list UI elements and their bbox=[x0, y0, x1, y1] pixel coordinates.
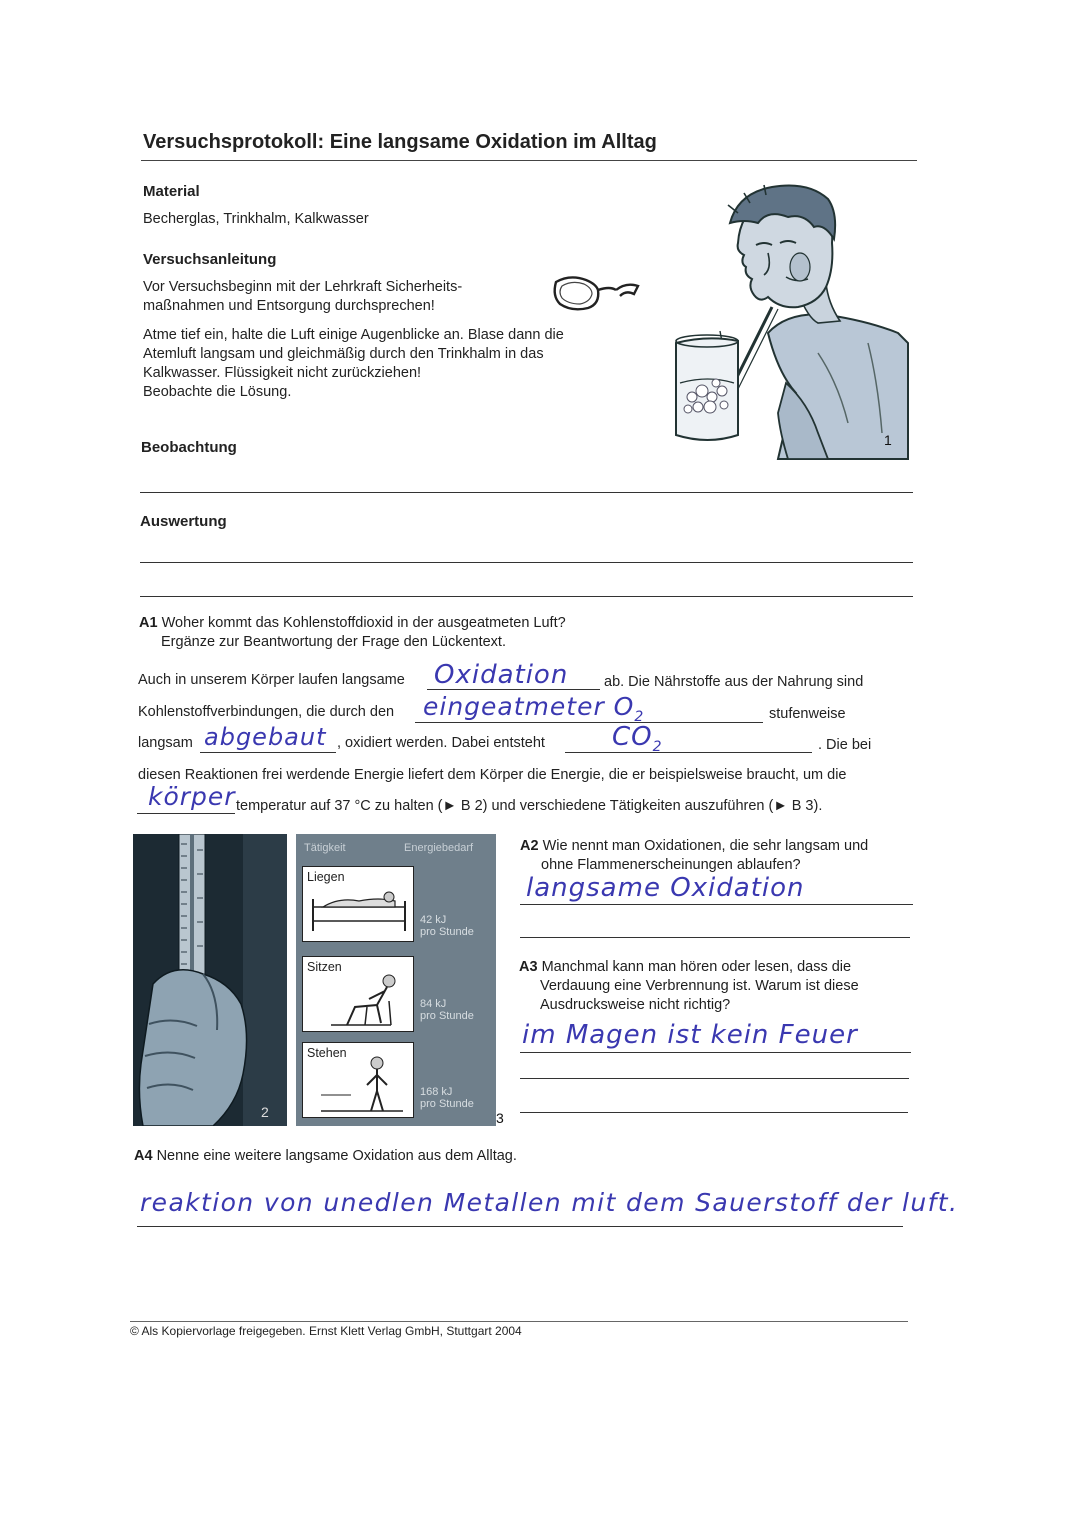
a1-question-line2: Ergänze zur Beantwortung der Frage den Lückentext. bbox=[161, 634, 506, 650]
figure-3-row-activity: Stehen bbox=[307, 1046, 347, 1060]
title-rule bbox=[141, 160, 917, 161]
a1-s5-post: temperatur auf 37 °C zu halten (► B 2) und verschiedene Tätigkeiten auszuführen (► B 3). bbox=[236, 798, 823, 814]
a2-answer: langsame Oxidation bbox=[526, 873, 805, 903]
a2-line-1 bbox=[520, 904, 913, 905]
material-text: Becherglas, Trinkhalm, Kalkwasser bbox=[143, 211, 369, 227]
figure-3-col-activity: Tätigkeit bbox=[304, 842, 346, 854]
a1-label: A1 bbox=[139, 615, 158, 631]
a1-s2-post: stufenweise bbox=[769, 706, 846, 722]
a3-label: A3 bbox=[519, 959, 538, 975]
footer-rule bbox=[130, 1321, 908, 1322]
figure-3-energy-liegen: 42 kJ pro Stunde bbox=[420, 914, 474, 938]
anleitung-line4: Atemluft langsam und gleichmäßig durch den Trinkhalm in das bbox=[143, 346, 544, 362]
figure-3-row-stehen bbox=[302, 1042, 414, 1118]
a3-line-1 bbox=[520, 1052, 911, 1053]
figure-3-row-activity: Liegen bbox=[307, 870, 345, 884]
anleitung-line3: Atme tief ein, halte die Luft einige Augenblicke an. Blase dann die bbox=[143, 327, 564, 343]
a1-s1-pre: Auch in unserem Körper laufen langsame bbox=[138, 672, 405, 688]
a2-label: A2 bbox=[520, 838, 539, 854]
a1-s1-post: ab. Die Nährstoffe aus der Nahrung sind bbox=[604, 674, 864, 690]
anleitung-line1: Vor Versuchsbeginn mit der Lehrkraft Sicherheits- bbox=[143, 279, 463, 295]
a1-blank-5 bbox=[137, 813, 235, 814]
figure-3-energy-stehen: 168 kJ pro Stunde bbox=[420, 1086, 474, 1110]
a4-line bbox=[137, 1226, 903, 1227]
a2-line-2 bbox=[520, 937, 910, 938]
a1-s4: diesen Reaktionen frei werdende Energie liefert dem Körper die Energie, die er beispielsweise braucht, um die bbox=[138, 767, 847, 783]
a1-fill-oxidation: Oxidation bbox=[434, 660, 569, 690]
figure-1-number: 1 bbox=[884, 432, 892, 448]
figure-3-energy-sitzen: 84 kJ pro Stunde bbox=[420, 998, 474, 1022]
anleitung-line2: maßnahmen und Entsorgung durchsprechen! bbox=[143, 298, 435, 314]
a3-line-2 bbox=[520, 1078, 909, 1079]
figure-3-row-sitzen bbox=[302, 956, 414, 1032]
material-heading: Material bbox=[143, 183, 200, 200]
page-title: Versuchsprotokoll: Eine langsame Oxidation im Alltag bbox=[143, 131, 657, 153]
a1-fill-co2: $CO_2$ bbox=[612, 722, 663, 756]
beobachtung-heading: Beobachtung bbox=[141, 439, 237, 456]
anleitung-heading: Versuchsanleitung bbox=[143, 251, 277, 268]
beobachtung-line bbox=[140, 492, 913, 493]
a1-blank-4 bbox=[565, 752, 812, 753]
a1-question-line1 bbox=[139, 614, 566, 633]
a3-answer: im Magen ist kein Feuer bbox=[522, 1020, 858, 1050]
figure-3-col-energy: Energiebedarf bbox=[404, 842, 474, 854]
a3-question-line2: Verdauung eine Verbrennung ist. Warum ist diese bbox=[540, 978, 859, 994]
figure-2-thermometer-photo bbox=[133, 834, 287, 1126]
figure-3-row-activity: Sitzen bbox=[307, 960, 342, 974]
anleitung-line5: Kalkwasser. Flüssigkeit nicht zurückziehen! bbox=[143, 365, 422, 381]
a1-s2-pre: Kohlenstoffverbindungen, die durch den bbox=[138, 704, 395, 720]
figure-3-number: 3 bbox=[496, 1110, 504, 1126]
a4-question-text: Nenne eine weitere langsame Oxidation aus dem Alltag. bbox=[156, 1148, 517, 1164]
a1-fill-koerper: körper bbox=[148, 782, 236, 811]
a3-line-3 bbox=[520, 1112, 908, 1113]
a3-question-line1 bbox=[519, 958, 851, 977]
a1-blank-3 bbox=[200, 752, 336, 753]
a4-answer: reaktion von unedlen Metallen mit dem Sauerstoff der luft. bbox=[140, 1188, 959, 1217]
auswertung-heading: Auswertung bbox=[140, 513, 227, 530]
auswertung-line-1 bbox=[140, 562, 913, 563]
safety-goggles-icon bbox=[550, 272, 642, 316]
a1-question-text: Woher kommt das Kohlenstoffdioxid in der ausgeatmeten Luft? bbox=[161, 615, 566, 631]
a3-question-text: Manchmal kann man hören oder lesen, dass die bbox=[541, 959, 852, 975]
lying-person-icon bbox=[309, 887, 409, 937]
auswertung-line-2 bbox=[140, 596, 913, 597]
a1-fill-eingeatmeter: eingeatmeter $O_2$ bbox=[423, 692, 645, 725]
anleitung-line6: Beobachte die Lösung. bbox=[143, 384, 292, 400]
a4-label: A4 bbox=[134, 1148, 153, 1164]
figure-3-energy-table bbox=[296, 834, 496, 1126]
figure-3-row-liegen bbox=[302, 866, 414, 942]
a1-s3-pre: langsam bbox=[138, 735, 193, 751]
a3-question-line3: Ausdrucksweise nicht richtig? bbox=[540, 997, 731, 1013]
a1-s3-mid: , oxidiert werden. Dabei entsteht bbox=[337, 735, 545, 751]
a2-question-text: Wie nennt man Oxidationen, die sehr langsam und bbox=[542, 838, 869, 854]
standing-person-icon bbox=[311, 1055, 411, 1115]
a4-question bbox=[134, 1147, 517, 1166]
figure-2-number: 2 bbox=[261, 1104, 269, 1120]
a2-question-line1 bbox=[520, 837, 868, 856]
sitting-person-icon bbox=[311, 973, 411, 1029]
footer-copyright: © Als Kopiervorlage freigegeben. Ernst Klett Verlag GmbH, Stuttgart 2004 bbox=[130, 1324, 522, 1338]
figure-1-person-blowing-straw bbox=[668, 183, 912, 461]
a1-fill-abgebaut: abgebaut bbox=[204, 723, 327, 751]
a1-s3-post: . Die bei bbox=[818, 737, 872, 753]
a2-question-line2: ohne Flammenerscheinungen ablaufen? bbox=[541, 857, 801, 873]
